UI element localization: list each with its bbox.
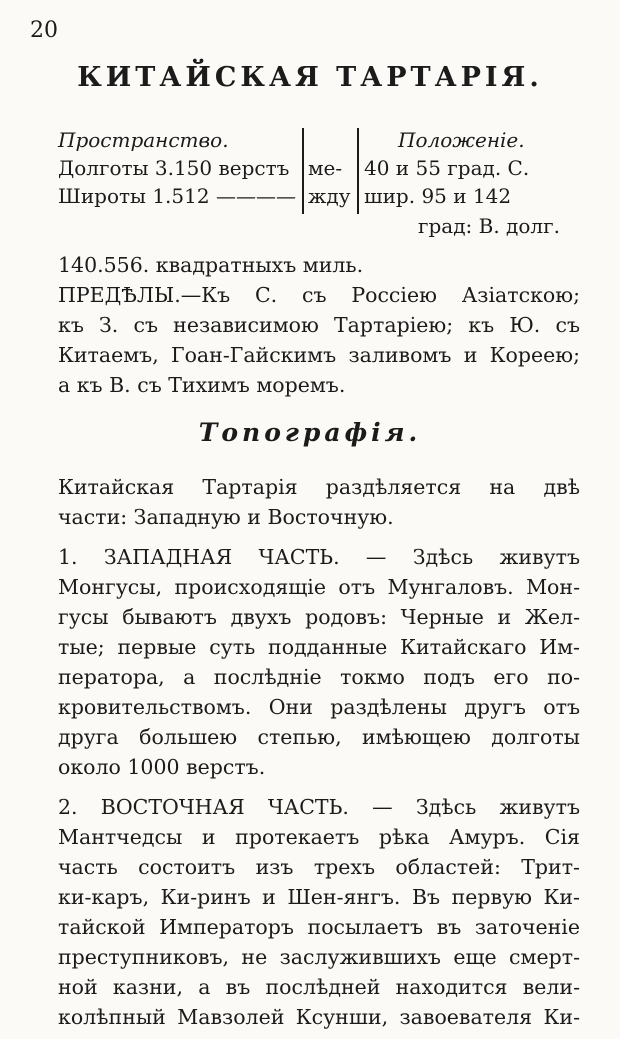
text-line: часть состоитъ изъ трехъ областей: Трит- [58, 855, 580, 879]
section-title: Топографія. [198, 418, 422, 447]
width-line: Широты 1.512 ———— [58, 184, 296, 208]
borders-line: къ З. съ независимою Тартаріею; къ Ю. съ [58, 313, 580, 337]
borders-line: Китаемъ, Гоан-Гайскимъ заливомъ и Кореею; [58, 343, 580, 367]
position-3: град: В. долг. [418, 214, 560, 238]
between-1: ме- [308, 156, 343, 180]
text-line: колѣпный Мавзолей Ксунши, завоевателя Ки- [58, 1005, 580, 1029]
space-header: Пространство. [58, 128, 229, 152]
text-line: 2. ВОСТОЧНАЯ ЧАСТЬ. — Здѣсь живутъ [58, 795, 580, 819]
between-2: жду [308, 184, 351, 208]
text-line: Мантчедсы и протекаетъ рѣка Амуръ. Сія [58, 825, 580, 849]
text-line: части: Западную и Восточную. [58, 505, 394, 529]
text-line: около 1000 верстъ. [58, 755, 266, 779]
bracket-right [357, 128, 359, 214]
page-title: КИТАЙСКАЯ ТАРТАРІЯ. [77, 62, 543, 93]
area-line: 140.556. квадратныхъ миль. [58, 253, 364, 277]
text-line: ной казни, а въ послѣдней находится вели- [58, 975, 580, 999]
borders-line: а къ В. съ Тихимъ моремъ. [58, 373, 346, 397]
text-line: ки-каръ, Ки-ринъ и Шен-янгъ. Въ первую Ки- [58, 885, 580, 909]
text-line: ператора, а послѣдніе токмо подъ его по- [58, 665, 580, 689]
text-line: преступниковъ, не заслужившихъ еще смерт- [58, 945, 580, 969]
position-2: шир. 95 и 142 [364, 184, 512, 208]
text-line: 1. ЗАПАДНАЯ ЧАСТЬ. — Здѣсь живутъ [58, 545, 580, 569]
borders-line: ПРЕДѢЛЫ.—Къ С. съ Россіею Азіатскою; [58, 283, 580, 307]
bracket-left [302, 128, 304, 214]
page-number: 20 [30, 18, 58, 43]
text-line: друга большею степью, имѣющею долготы [58, 725, 580, 749]
text-line: Китайская Тартарія раздѣляется на двѣ [58, 475, 580, 499]
text-line: кровительствомъ. Они раздѣлены другъ отъ [58, 695, 580, 719]
text-line: тайской Императоръ посылаетъ въ заточеніе [58, 915, 580, 939]
position-1: 40 и 55 град. С. [364, 156, 530, 180]
length-line: Долготы 3.150 верстъ [58, 156, 290, 180]
position-header: Положеніе. [398, 128, 525, 152]
text-line: Монгусы, происходящіе отъ Мунгаловъ. Мон- [58, 575, 580, 599]
text-line: гусы бываютъ двухъ родовъ: Черные и Жел- [58, 605, 580, 629]
text-line: тые; первые суть подданные Китайскаго Им- [58, 635, 580, 659]
stats-table [58, 128, 578, 243]
